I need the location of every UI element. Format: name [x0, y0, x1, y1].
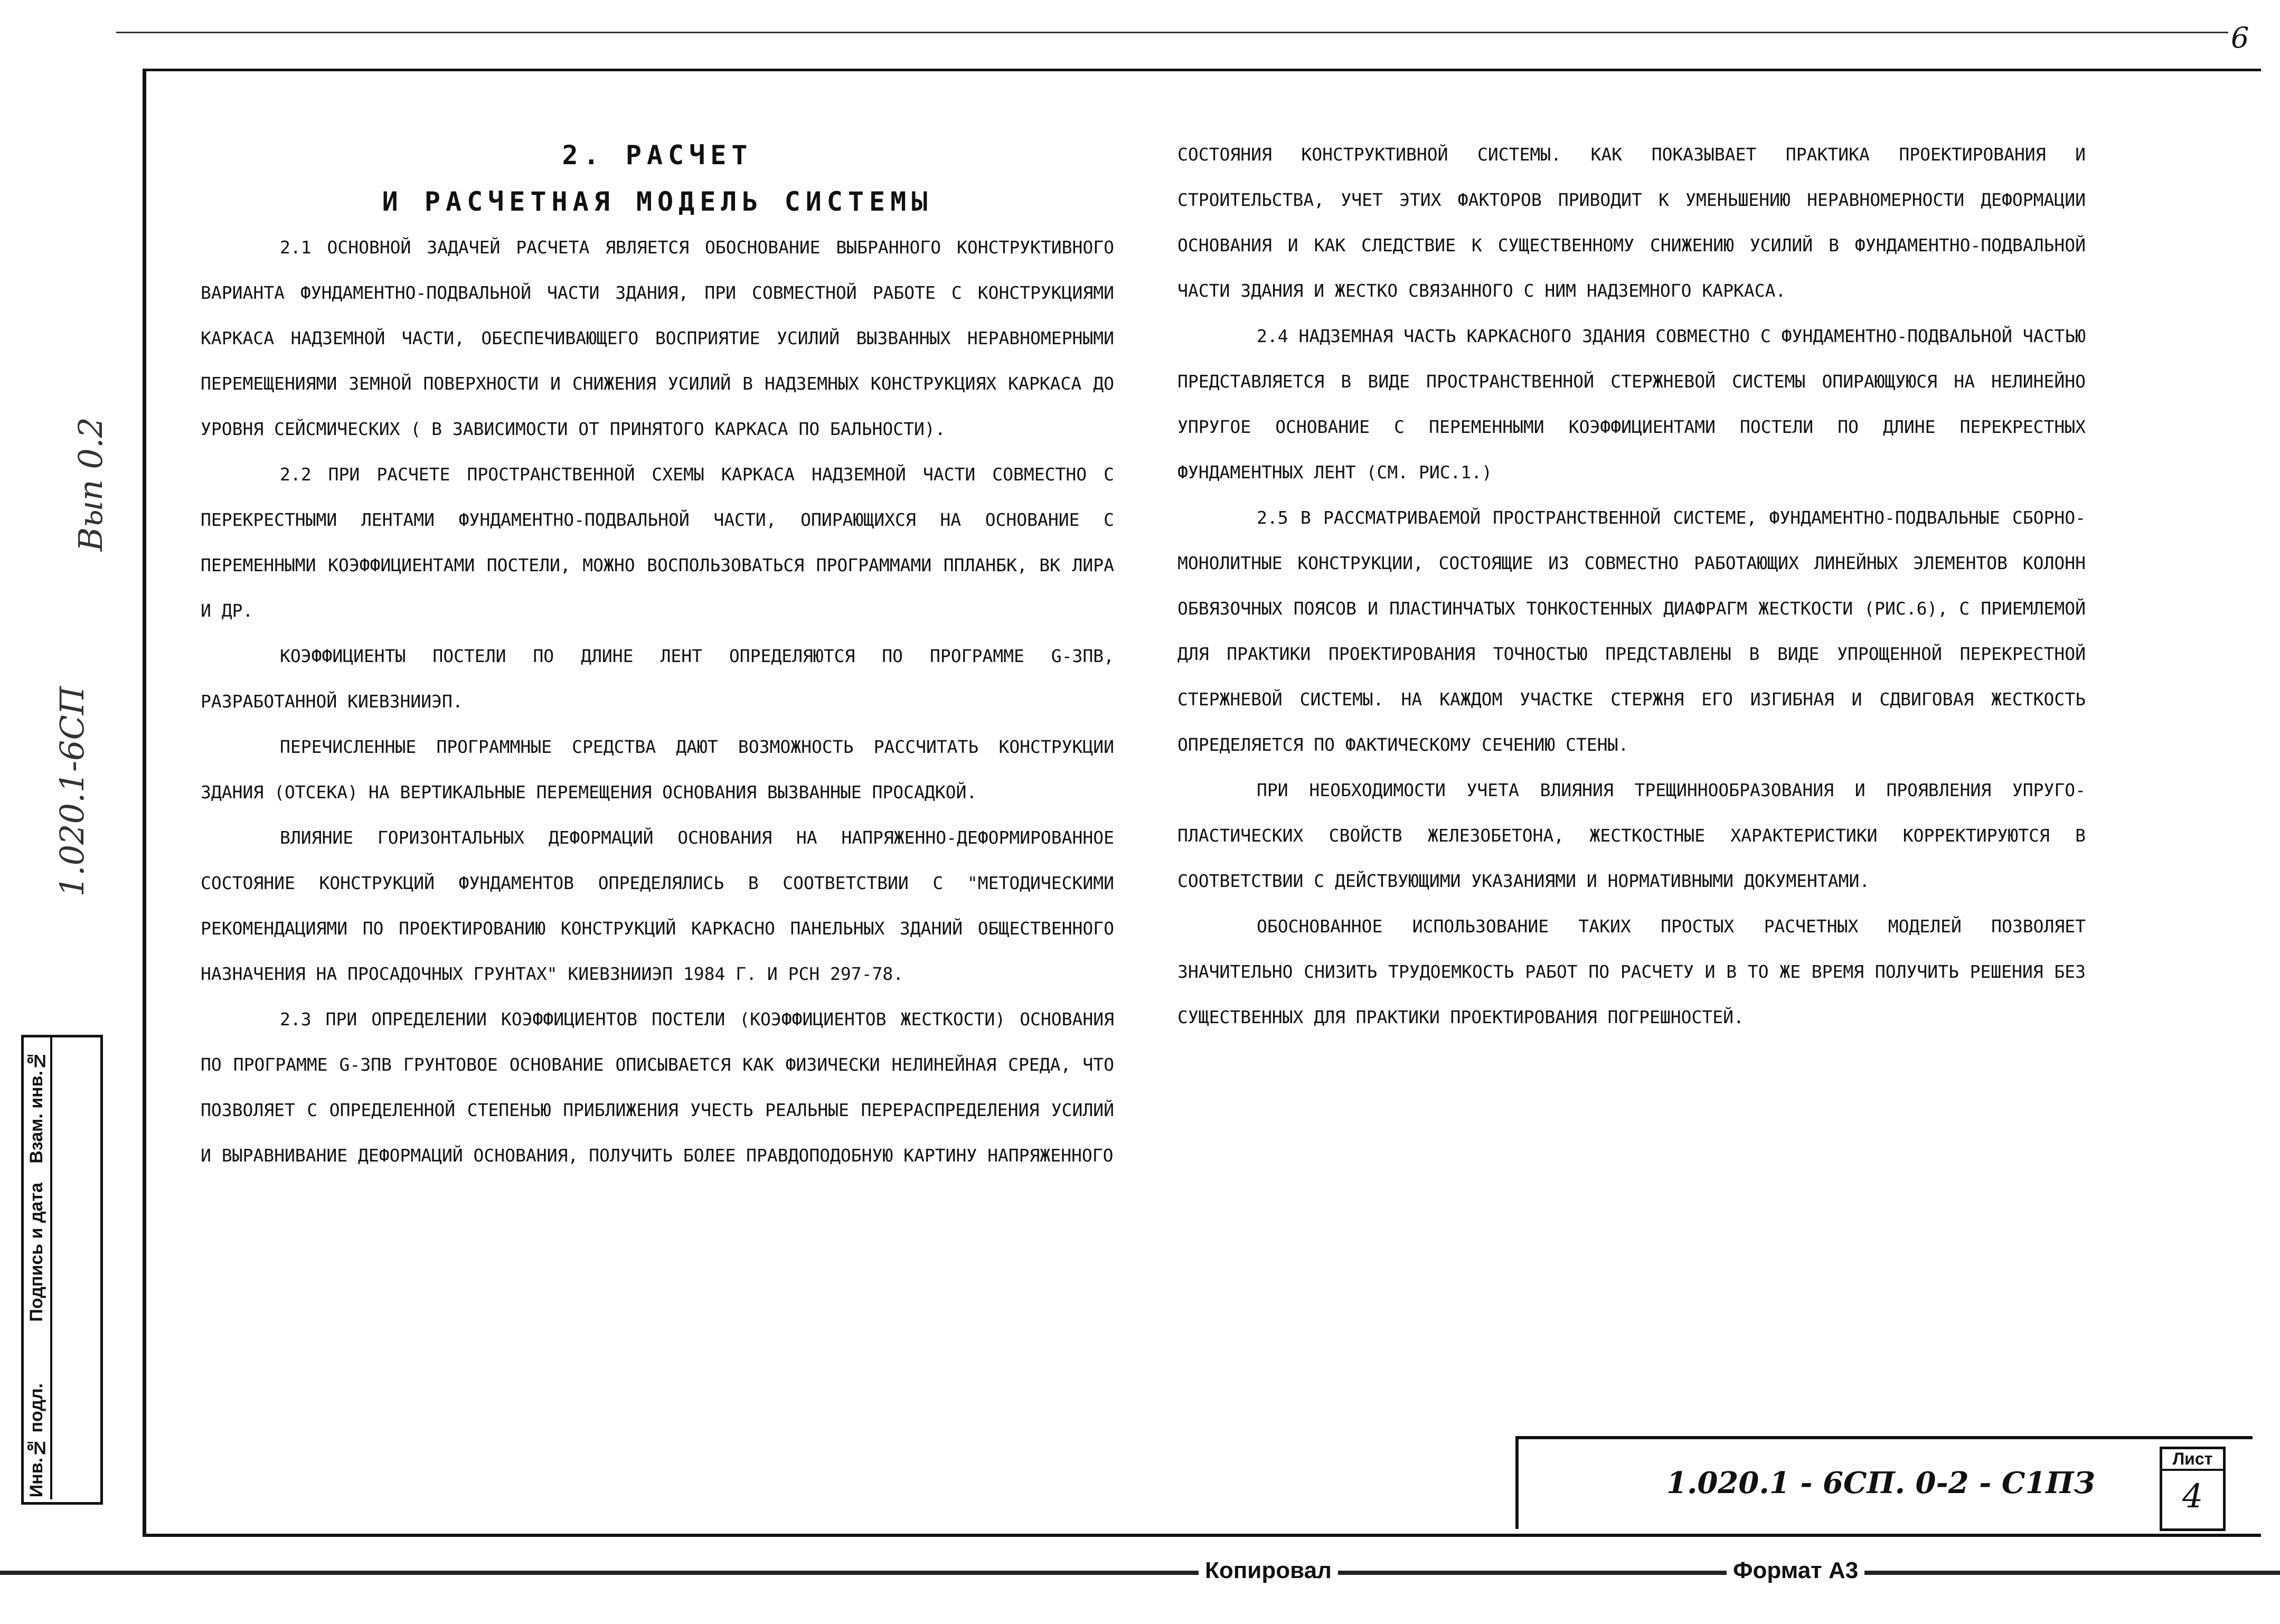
series-handwritten: 1.020.1-6СП: [53, 686, 91, 897]
margin-sign-label: Подпись и дата: [26, 1183, 46, 1322]
margin-inv-label: Инв.№ подл.: [26, 1383, 46, 1498]
sheet-box: [2160, 1447, 2226, 1531]
paragraph-2-4: 2.4 НАДЗЕМНАЯ ЧАСТЬ КАРКАСНОГО ЗДАНИЯ СОВМЕСТНО С ФУНДАМЕНТНО-ПОДВАЛЬНОЙ ЧАСТЬЮ ПРЕДСТАВЛЯЕТСЯ В ВИДЕ ПРОСТРАНСТВЕННОЙ СТЕРЖНЕВОЙ СИСТЕМЫ ОПИРАЮЩУЮСЯ НА НЕЛИНЕЙНО УПРУГОЕ ОСНОВАНИЕ С ПЕРЕМЕННЫМИ КОЭФФИЦИЕНТАМИ ПОСТЕЛИ ПО ДЛИНЕ ПЕРЕКРЕСТНЫХ ФУНДАМЕНТНЫХ ЛЕНТ (СМ. РИС.1.): [1177, 326, 2086, 483]
paragraph-continuation: СОСТОЯНИЯ КОНСТРУКТИВНОЙ СИСТЕМЫ. КАК ПОКАЗЫВАЕТ ПРАКТИКА ПРОЕКТИРОВАНИЯ И СТРОИТЕЛЬСТВА, УЧЕТ ЭТИХ ФАКТОРОВ ПРИВОДИТ К УМЕНЬШЕНИЮ НЕРАВНОМЕРНОСТИ ДЕФОРМАЦИИ ОСНОВАНИЯ И КАК СЛЕДСТВИЕ К СУЩЕСТВЕННОМУ СНИЖЕНИЮ УСИЛИЙ В ФУНДАМЕНТНО-ПОДВАЛЬНОЙ ЧАСТИ ЗДАНИЯ И ЖЕСТКО СВЯЗАННОГО С НИМ НАДЗЕМНОГО КАРКАСА.: [1177, 144, 2086, 301]
sheet-number: 4: [2182, 1477, 2203, 1515]
right-column: [1177, 132, 2086, 1040]
margin-replace-label: Взам. инв.№: [26, 1051, 46, 1164]
paragraph-2-1: 2.1 ОСНОВНОЙ ЗАДАЧЕЙ РАСЧЕТА ЯВЛЯЕТСЯ ОБОСНОВАНИЕ ВЫБРАННОГО КОНСТРУКТИВНОГО ВАРИАНТА ФУНДАМЕНТНО-ПОДВАЛЬНОЙ ЧАСТИ ЗДАНИЯ, ПРИ СОВМЕСТНОЙ РАБОТЕ С КОНСТРУКЦИЯМИ КАРКАСА НАДЗЕМНОЙ ЧАСТИ, ОБЕСПЕЧИВАЮЩЕГО ВОСПРИЯТИЕ УСИЛИЙ ВЫЗВАННЫХ НЕРАВНОМЕРНЫМИ ПЕРЕМЕЩЕНИЯМИ ЗЕМНОЙ ПОВЕРХНОСТИ И СНИЖЕНИЯ УСИЛИЙ В НАДЗЕМНЫХ КОНСТРУКЦИЯХ КАРКАСА ДО УРОВНЯ СЕЙСМИЧЕСКИХ ( В ЗАВИСИМОСТИ ОТ ПРИНЯТОГО КАРКАСА ПО БАЛЬНОСТИ).: [201, 237, 1114, 439]
paragraph-conclusion: ОБОСНОВАННОЕ ИСПОЛЬЗОВАНИЕ ТАКИХ ПРОСТЫХ РАСЧЕТНЫХ МОДЕЛЕЙ ПОЗВОЛЯЕТ ЗНАЧИТЕЛЬНО СНИЗИТЬ ТРУДОЕМКОСТЬ РАБОТ ПО РАСЧЕТУ И В ТО ЖЕ ВРЕМЯ ПОЛУЧИТЬ РЕШЕНИЯ БЕЗ СУЩЕСТВЕННЫХ ДЛЯ ПРАКТИКИ ПРОЕКТИРОВАНИЯ ПОГРЕШНОСТЕЙ.: [1177, 916, 2086, 1027]
title-block: [1515, 1436, 2253, 1529]
paragraph-2-2: 2.2 ПРИ РАСЧЕТЕ ПРОСТРАНСТВЕННОЙ СХЕМЫ КАРКАСА НАДЗЕМНОЙ ЧАСТИ СОВМЕСТНО С ПЕРЕКРЕСТНЫМИ ЛЕНТАМИ ФУНДАМЕНТНО-ПОДВАЛЬНОЙ ЧАСТИ, ОПИРАЮЩИХСЯ НА ОСНОВАНИЕ С ПЕРЕМЕННЫМИ КОЭФФИЦИЕНТАМИ ПОСТЕЛИ, МОЖНО ВОСПОЛЬЗОВАТЬСЯ ПРОГРАММАМИ ППЛАНБК, ВК ЛИРА И ДР.: [201, 464, 1114, 621]
sheet-label: Лист: [2162, 1449, 2223, 1471]
bottom-rule: [0, 1571, 2280, 1575]
paragraph-coefficients: КОЭФФИЦИЕНТЫ ПОСТЕЛИ ПО ДЛИНЕ ЛЕНТ ОПРЕДЕЛЯЮТСЯ ПО ПРОГРАММЕ G-3ПВ, РАЗРАБОТАННОЙ КИЕВЗНИИЭП.: [201, 646, 1114, 712]
top-rule: [116, 32, 2228, 33]
paragraph-software: ПЕРЕЧИСЛЕННЫЕ ПРОГРАММНЫЕ СРЕДСТВА ДАЮТ ВОЗМОЖНОСТЬ РАССЧИТАТЬ КОНСТРУКЦИИ ЗДАНИЯ (ОТСЕКА) НА ВЕРТИКАЛЬНЫЕ ПЕРЕМЕЩЕНИЯ ОСНОВАНИЯ ВЫЗВАННЫЕ ПРОСАДКОЙ.: [201, 737, 1114, 802]
document-code: 1.020.1 - 6СП. 0-2 - С1ПЗ: [1666, 1466, 2095, 1500]
footer-copied: Копировал: [1199, 1557, 1338, 1584]
paragraph-2-3: 2.3 ПРИ ОПРЕДЕЛЕНИИ КОЭФФИЦИЕНТОВ ПОСТЕЛИ (КОЭФФИЦИЕНТОВ ЖЕСТКОСТИ) ОСНОВАНИЯ ПО ПРОГРАММЕ G-3ПВ ГРУНТОВОЕ ОСНОВАНИЕ ОПИСЫВАЕТСЯ КАК ФИЗИЧЕСКИ НЕЛИНЕЙНАЯ СРЕДА, ЧТО ПОЗВОЛЯЕТ С ОПРЕДЕЛЕННОЙ СТЕПЕНЬЮ ПРИБЛИЖЕНИЯ УЧЕСТЬ РЕАЛЬНЫЕ ПЕРЕРАСПРЕДЕЛЕНИЯ УСИЛИЙ И ВЫРАВНИВАНИЕ ДЕФОРМАЦИЙ ОСНОВАНИЯ, ПОЛУЧИТЬ БОЛЕЕ ПРАВДОПОДОБНУЮ КАРТИНУ НАПРЯЖЕННОГО: [201, 1009, 1114, 1166]
issue-handwritten: Вып 0.2: [71, 417, 110, 552]
section-subtitle: И РАСЧЕТНАЯ МОДЕЛЬ СИСТЕМЫ: [382, 186, 933, 217]
paragraph-cracking: ПРИ НЕОБХОДИМОСТИ УЧЕТА ВЛИЯНИЯ ТРЕЩИННООБРАЗОВАНИЯ И ПРОЯВЛЕНИЯ УПРУГО-ПЛАСТИЧЕСКИХ СВОЙСТВ ЖЕЛЕЗОБЕТОНА, ЖЕСТКОСТНЫЕ ХАРАКТЕРИСТИКИ КОРРЕКТИРУЮТСЯ В СООТВЕТСТВИИ С ДЕЙСТВУЮЩИМИ УКАЗАНИЯМИ И НОРМАТИВНЫМИ ДОКУМЕНТАМИ.: [1177, 780, 2086, 891]
left-column: [201, 132, 1114, 1178]
section-title: 2. РАСЧЕТ: [562, 140, 753, 171]
footer-format: Формат А3: [1727, 1557, 1864, 1584]
margin-divider: [50, 1035, 52, 1499]
paragraph-horizontal-deformations: ВЛИЯНИЕ ГОРИЗОНТАЛЬНЫХ ДЕФОРМАЦИЙ ОСНОВАНИЯ НА НАПРЯЖЕННО-ДЕФОРМИРОВАННОЕ СОСТОЯНИЕ КОНСТРУКЦИЙ ФУНДАМЕНТОВ ОПРЕДЕЛЯЛИСЬ В СООТВЕТСТВИИ С "МЕТОДИЧЕСКИМИ РЕКОМЕНДАЦИЯМИ ПО ПРОЕКТИРОВАНИЮ КОНСТРУКЦИЙ КАРКАСНО ПАНЕЛЬНЫХ ЗДАНИЙ ОБЩЕСТВЕННОГО НАЗНАЧЕНИЯ НА ПРОСАДОЧНЫХ ГРУНТАХ" КИЕВЗНИИЭП 1984 Г. И РСН 297-78.: [201, 827, 1114, 984]
paragraph-2-5: 2.5 В РАССМАТРИВАЕМОЙ ПРОСТРАНСТВЕННОЙ СИСТЕМЕ, ФУНДАМЕНТНО-ПОДВАЛЬНЫЕ СБОРНО-МОНОЛИТНЫЕ КОНСТРУКЦИИ, СОСТОЯЩИЕ ИЗ СОВМЕСТНО РАБОТАЮЩИХ ЛИНЕЙНЫХ ЭЛЕМЕНТОВ КОЛОНН ОБВЯЗОЧНЫХ ПОЯСОВ И ПЛАСТИНЧАТЫХ ТОНКОСТЕННЫХ ДИАФРАГМ ЖЕСТКОСТИ (РИС.6), С ПРИЕМЛЕМОЙ ДЛЯ ПРАКТИКИ ПРОЕКТИРОВАНИЯ ТОЧНОСТЬЮ ПРЕДСТАВЛЕНЫ В ВИДЕ УПРОЩЕННОЙ ПЕРЕКРЕСТНОЙ СТЕРЖНЕВОЙ СИСТЕМЫ. НА КАЖДОМ УЧАСТКЕ СТЕРЖНЯ ЕГО ИЗГИБНАЯ И СДВИГОВАЯ ЖЕСТКОСТЬ ОПРЕДЕЛЯЕТСЯ ПО ФАКТИЧЕСКОМУ СЕЧЕНИЮ СТЕНЫ.: [1177, 507, 2086, 755]
corner-page-number: 6: [2231, 21, 2249, 54]
